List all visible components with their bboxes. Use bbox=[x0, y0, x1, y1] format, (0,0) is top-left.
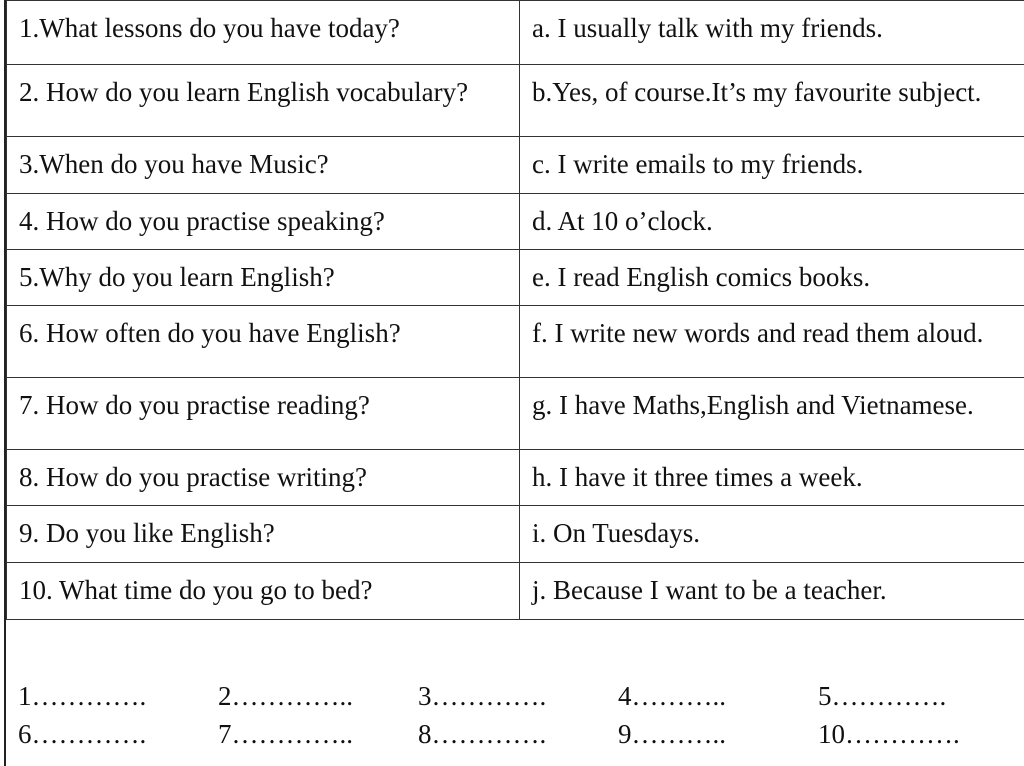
table-row bbox=[7, 194, 1024, 250]
matching-table bbox=[6, 0, 1024, 620]
question-cell: 8. How do you practise writing? bbox=[7, 450, 520, 506]
answer-blank: 1…………. bbox=[18, 681, 147, 711]
answer-blanks bbox=[18, 677, 1018, 753]
answer-cell: a. I usually talk with my friends. bbox=[520, 1, 1024, 65]
question-cell: 2. How do you learn English vocabulary? bbox=[7, 65, 520, 137]
question-cell: 10. What time do you go to bed? bbox=[7, 563, 520, 620]
answer-blank: 10…………. bbox=[818, 719, 960, 749]
question-cell: 1.What lessons do you have today? bbox=[7, 1, 520, 65]
answer-cell: e. I read English comics books. bbox=[520, 250, 1024, 306]
answer-blank: 8…………. bbox=[418, 719, 547, 749]
answer-cell: d. At 10 o’clock. bbox=[520, 194, 1024, 250]
answer-blank: 2………….. bbox=[218, 681, 353, 711]
answer-row bbox=[18, 715, 1018, 753]
question-cell: 3.When do you have Music? bbox=[7, 137, 520, 194]
table-row bbox=[7, 1, 1024, 65]
question-cell: 5.Why do you learn English? bbox=[7, 250, 520, 306]
table-row bbox=[7, 306, 1024, 378]
question-cell: 7. How do you practise reading? bbox=[7, 378, 520, 450]
answer-blank: 7………….. bbox=[218, 719, 353, 749]
question-cell: 9. Do you like English? bbox=[7, 506, 520, 563]
table-row bbox=[7, 378, 1024, 450]
answer-blank: 4……….. bbox=[618, 681, 726, 711]
answer-row bbox=[18, 677, 1018, 715]
table-row bbox=[7, 65, 1024, 137]
table-row bbox=[7, 450, 1024, 506]
table-row bbox=[7, 563, 1024, 620]
answer-cell: c. I write emails to my friends. bbox=[520, 137, 1024, 194]
answer-cell: f. I write new words and read them aloud. bbox=[520, 306, 1024, 378]
answer-blank: 6…………. bbox=[18, 719, 147, 749]
answer-cell: b.Yes, of course.It’s my favourite subject. bbox=[520, 65, 1024, 137]
answer-blank: 9……….. bbox=[618, 719, 726, 749]
table-row bbox=[7, 137, 1024, 194]
answer-blank: 3…………. bbox=[418, 681, 547, 711]
question-cell: 6. How often do you have English? bbox=[7, 306, 520, 378]
table-row bbox=[7, 506, 1024, 563]
answer-blank: 5…………. bbox=[818, 681, 947, 711]
answer-cell: h. I have it three times a week. bbox=[520, 450, 1024, 506]
answer-cell: i. On Tuesdays. bbox=[520, 506, 1024, 563]
question-cell: 4. How do you practise speaking? bbox=[7, 194, 520, 250]
answer-cell: g. I have Maths,English and Vietnamese. bbox=[520, 378, 1024, 450]
answer-cell: j. Because I want to be a teacher. bbox=[520, 563, 1024, 620]
table-row bbox=[7, 250, 1024, 306]
